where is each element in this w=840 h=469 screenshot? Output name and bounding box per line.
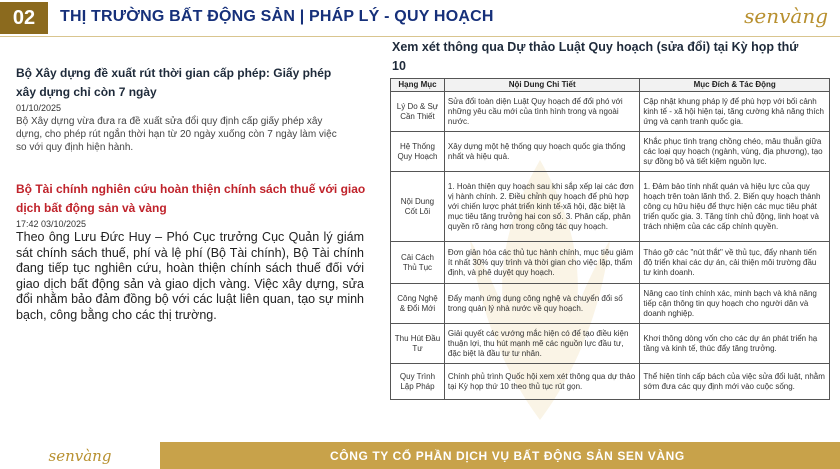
- table-row: [391, 242, 830, 284]
- planning-law-title: Xem xét thông qua Dự thảo Luật Quy hoạch (sửa đổi) tại Kỳ họp thứ 10: [392, 40, 799, 73]
- row-purpose: Tháo gỡ các "nút thắt" về thủ tục, đẩy nhanh tiến độ triển khai các dự án, cải thiện môi trường đầu tư kinh doanh.: [640, 242, 830, 284]
- brand-logo-text: senvàng: [744, 4, 828, 28]
- brand-logo: [744, 4, 828, 28]
- news-title-building-permit[interactable]: Bộ Xây dựng đề xuất rút thời gian cấp phép: Giấy phép xây dựng chỉ còn 7 ngày: [16, 66, 332, 99]
- row-purpose: Khắc phục tình trạng chồng chéo, mâu thuẫn giữa các loại quy hoạch (ngành, vùng, địa phương), tạo sự đồng bộ và tiết kiệm nguồn lực.: [640, 132, 830, 172]
- table-row: [391, 284, 830, 324]
- page-header: [0, 0, 840, 36]
- row-purpose: Cập nhật khung pháp lý để phù hợp với bối cảnh kinh tế - xã hội hiện tại, tăng cường khả năng thích ứng và cạnh tranh quốc gia.: [640, 92, 830, 132]
- planning-law-table: [390, 78, 830, 400]
- news-date: 01/10/2025: [16, 103, 62, 113]
- table-row: [391, 132, 830, 172]
- news-summary: Bộ Xây dựng vừa đưa ra đề xuất sửa đổi quy định cấp giấy phép xây dựng, cho phép rút ngắn thời hạn từ 20 ngày xuống còn 7 ngày làm việc so với quy định hiện hành.: [16, 116, 337, 153]
- row-category: Lý Do & Sự Cần Thiết: [391, 92, 445, 132]
- column-header-category: Hạng Mục: [391, 79, 445, 92]
- row-detail: 1. Hoàn thiện quy hoạch sau khi sắp xếp lại các đơn vị hành chính. 2. Điều chỉnh quy hoạch để phù hợp với chiến lược phát triển kinh tế-xã hội, đặc biệt là mục tiêu tăng trưởng hai con số. 3. Phân cấp, phân quyền rõ ràng hơn trong công tác quy hoạch.: [444, 172, 640, 242]
- column-header-purpose: Mục Đích & Tác Động: [640, 79, 830, 92]
- row-category: Hệ Thống Quy Hoạch: [391, 132, 445, 172]
- row-detail: Đẩy mạnh ứng dụng công nghệ và chuyển đổi số trong quản lý nhà nước về quy hoạch.: [444, 284, 640, 324]
- footer-logo: [0, 442, 160, 469]
- row-detail: Xây dựng một hệ thống quy hoạch quốc gia thống nhất và hiệu quả.: [444, 132, 640, 172]
- table-header-row: [391, 79, 830, 92]
- footer-company-name: CÔNG TY CỔ PHẦN DỊCH VỤ BẤT ĐỘNG SẢN SEN VÀNG: [330, 449, 685, 463]
- row-detail: Sửa đổi toàn diện Luật Quy hoạch để đổi phó với những yêu cầu mới của tình hình trong và ngoài nước.: [444, 92, 640, 132]
- page-title: THỊ TRƯỜNG BẤT ĐỘNG SẢN | PHÁP LÝ - QUY HOẠCH: [60, 8, 494, 25]
- news-title-tax-policy[interactable]: Bộ Tài chính nghiên cứu hoàn thiện chính sách thuế với giao dịch bất động sản và vàng: [16, 182, 366, 215]
- row-purpose: Nâng cao tính chính xác, minh bạch và khả năng tiếp cận thông tin quy hoạch cho người dân và doanh nghiệp.: [640, 284, 830, 324]
- header-divider: [0, 36, 840, 37]
- footer-logo-text: senvàng: [48, 446, 112, 465]
- table-row: [391, 92, 830, 132]
- row-category: Công Nghệ & Đổi Mới: [391, 284, 445, 324]
- table-row: [391, 324, 830, 364]
- row-purpose: Thể hiện tính cấp bách của việc sửa đổi luật, nhằm sớm đưa các quy định mới vào cuộc sống.: [640, 364, 830, 400]
- row-purpose: Khơi thông dòng vốn cho các dự án phát triển hạ tầng và kinh tế, thúc đẩy tăng trưởng.: [640, 324, 830, 364]
- row-purpose: 1. Đảm bảo tính nhất quán và hiệu lực của quy hoạch trên toàn lãnh thổ. 2. Biến quy hoạch thành công cụ hữu hiệu để thực hiện các mục tiêu phát triển quốc gia. 3. Tăng tính chủ động, linh hoạt và trách nhiệm của các cấp chính quyền.: [640, 172, 830, 242]
- row-detail: Chính phủ trình Quốc hội xem xét thông qua dự thảo tại Kỳ họp thứ 10 theo thủ tục rút gọn.: [444, 364, 640, 400]
- section-number-badge: 02: [0, 2, 48, 34]
- column-header-detail: Nội Dung Chi Tiết: [444, 79, 640, 92]
- row-category: Cải Cách Thủ Tục: [391, 242, 445, 284]
- row-detail: Giải quyết các vướng mắc hiện có để tạo điều kiện thuận lợi, thu hút mạnh mẽ các nguồn lực đầu tư, đặc biệt là đầu tư tư nhân.: [444, 324, 640, 364]
- row-detail: Đơn giản hóa các thủ tục hành chính, mục tiêu giảm ít nhất 30% quy trình và thời gian cho việc lập, thẩm định, và phê duyệt quy hoạch.: [444, 242, 640, 284]
- row-category: Quy Trình Lập Pháp: [391, 364, 445, 400]
- table-row: [391, 364, 830, 400]
- row-category: Thu Hút Đầu Tư: [391, 324, 445, 364]
- news-date: 17:42 03/10/2025: [16, 219, 87, 229]
- news-summary: Theo ông Lưu Đức Huy – Phó Cục trưởng Cục Quản lý giám sát chính sách thuế, phí và lệ phí (Bộ Tài chính), Bộ Tài chính đang tiếp tục nghiên cứu, hoàn thiện chính sách thuế đối với giao dịch bất động sản và giao dịch vàng. Việc xây dựng, sửa đổi nhằm bảo đảm đồng bộ với các luật liên quan, tạo sự minh bạch, công bằng cho các thị trường.: [16, 230, 364, 322]
- row-category: Nội Dung Cốt Lõi: [391, 172, 445, 242]
- table-row: [391, 172, 830, 242]
